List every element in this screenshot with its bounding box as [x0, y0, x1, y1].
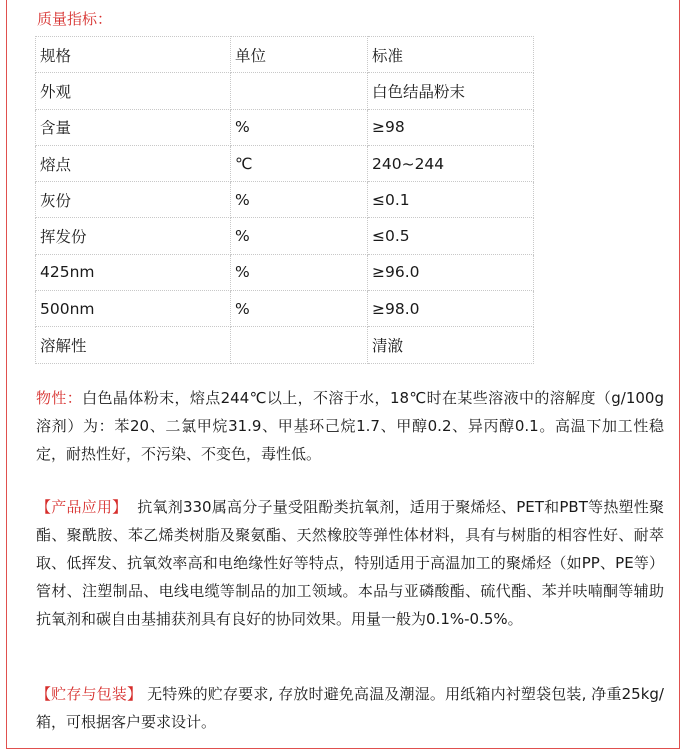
- cell-spec: 溶解性: [36, 327, 231, 363]
- cell-standard: ≥98: [368, 109, 534, 145]
- cell-spec: 熔点: [36, 145, 231, 181]
- cell-spec: 挥发份: [36, 218, 231, 254]
- cell-standard: 240~244: [368, 145, 534, 181]
- header-unit: 单位: [231, 37, 368, 73]
- storage-paragraph: [36, 680, 664, 736]
- storage-label: 【贮存与包装】: [36, 685, 143, 703]
- cell-standard: ≥98.0: [368, 291, 534, 327]
- cell-unit: [231, 73, 368, 109]
- storage-text: 无特殊的贮存要求, 存放时避免高温及潮湿。用纸箱内衬塑袋包装, 净重25kg/箱，可根据客户要求设计。: [36, 685, 664, 731]
- cell-unit: [231, 327, 368, 363]
- table-row: [36, 73, 534, 109]
- cell-unit: ℃: [231, 145, 368, 181]
- cell-unit: %: [231, 218, 368, 254]
- cell-unit: %: [231, 254, 368, 290]
- table-row: [36, 254, 534, 290]
- cell-standard: 清澈: [368, 327, 534, 363]
- cell-spec: 含量: [36, 109, 231, 145]
- cell-spec: 灰份: [36, 182, 231, 218]
- cell-standard: ≤0.5: [368, 218, 534, 254]
- cell-unit: %: [231, 109, 368, 145]
- table-row: [36, 291, 534, 327]
- application-text: 抗氧剂330属高分子量受阻酚类抗氧剂，适用于聚烯烃、PET和PBT等热塑性聚酯、聚酰胺、苯乙烯类树脂及聚氨酯、天然橡胶等弹性体材料，具有与树脂的相容性好、耐萃取、低挥发、抗氧效率高和电绝缘性好等特点，特别适用于高温加工的聚烯烃（如PP、PE等）管材、注塑制品、电线电缆等制品的加工领域。本品与亚磷酸酯、硫代酯、苯并呋喃酮等辅助抗氧剂和碳自由基捕获剂具有良好的协同效果。用量一般为0.1%-0.5%。: [36, 498, 664, 628]
- cell-standard: ≥96.0: [368, 254, 534, 290]
- properties-label: 物性：: [36, 389, 83, 407]
- table-row: [36, 218, 534, 254]
- cell-standard: 白色结晶粉末: [368, 73, 534, 109]
- cell-unit: %: [231, 182, 368, 218]
- table-row: [36, 145, 534, 181]
- application-label: 【产品应用】: [36, 498, 128, 516]
- cell-spec: 外观: [36, 73, 231, 109]
- table-row: [36, 109, 534, 145]
- header-standard: 标准: [368, 37, 534, 73]
- cell-spec: 425nm: [36, 254, 231, 290]
- properties-text: 白色晶体粉末，熔点244℃以上，不溶于水，18℃时在某些溶液中的溶解度（g/100g溶剂）为：苯20、二氯甲烷31.9、甲基环己烷1.7、甲醇0.2、异丙醇0.1。高温下加工性稳定，耐热性好，不污染、不变色，毒性低。: [36, 389, 664, 463]
- application-paragraph: [36, 493, 664, 633]
- cell-standard: ≤0.1: [368, 182, 534, 218]
- header-spec: 规格: [36, 37, 231, 73]
- quality-spec-table: [35, 36, 534, 364]
- properties-paragraph: [36, 384, 664, 468]
- cell-spec: 500nm: [36, 291, 231, 327]
- quality-title: 质量指标：: [37, 10, 113, 28]
- table-header-row: [36, 37, 534, 73]
- table-row: [36, 182, 534, 218]
- table-row: [36, 327, 534, 363]
- cell-unit: %: [231, 291, 368, 327]
